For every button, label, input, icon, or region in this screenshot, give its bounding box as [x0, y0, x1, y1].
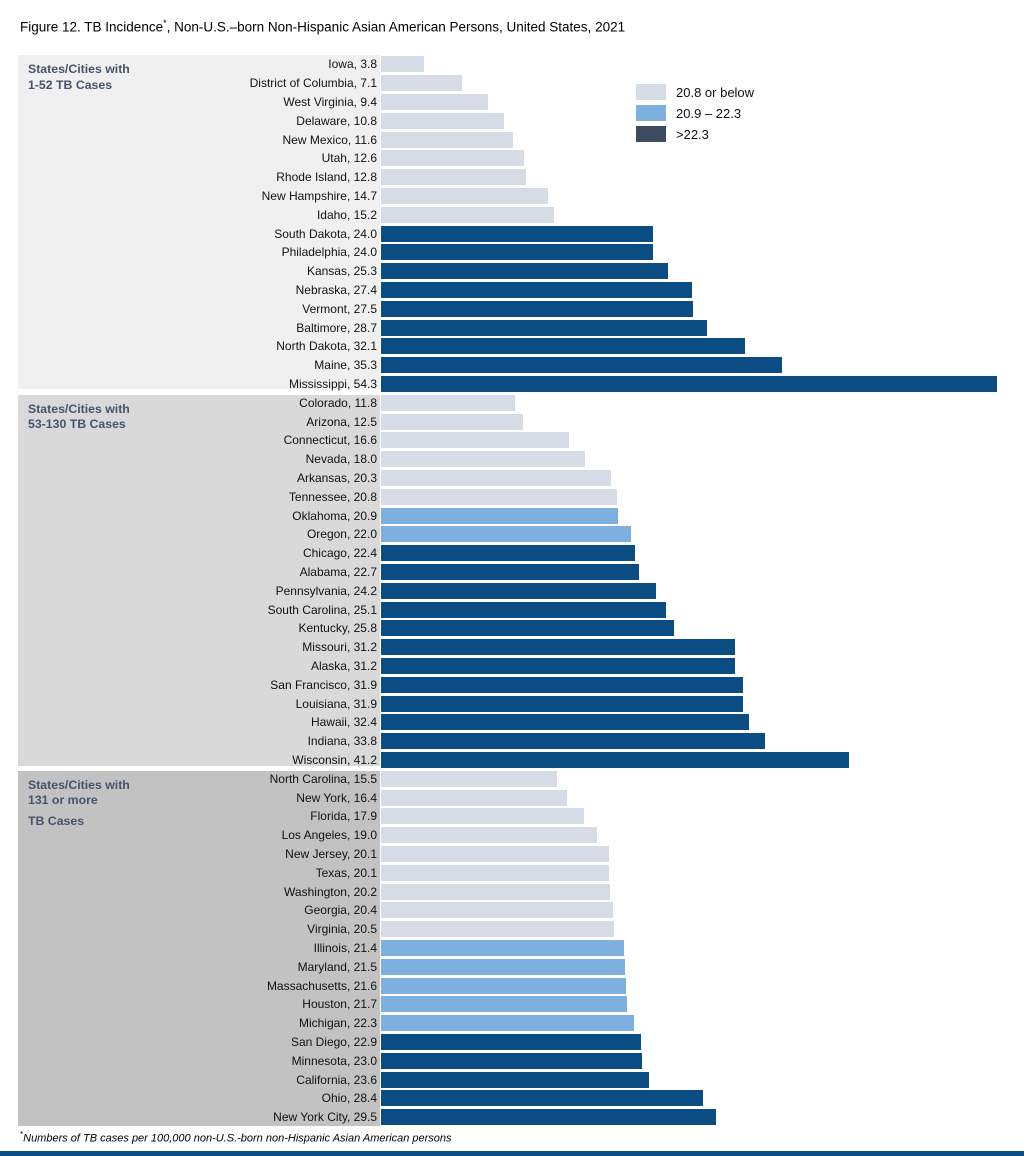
- legend-label: 20.9 – 22.3: [676, 105, 742, 121]
- bar-label: New York, 16.4: [296, 790, 377, 805]
- bar-label: Chicago, 22.4: [302, 546, 377, 561]
- bar: [381, 564, 639, 580]
- group-label-line: 1-52 TB Cases: [28, 77, 113, 92]
- bar: [381, 395, 515, 411]
- legend-swatch: [636, 126, 666, 142]
- bar-label: Tennessee, 20.8: [288, 489, 377, 504]
- bar: [381, 921, 614, 937]
- bar: [381, 602, 666, 618]
- bottom-border-strip: [0, 1151, 1024, 1156]
- bar-label: New Mexico, 11.6: [282, 132, 377, 147]
- bar: [381, 978, 626, 994]
- bar-label: Oregon, 22.0: [306, 527, 377, 542]
- bar-label: Georgia, 20.4: [304, 903, 377, 918]
- bar-label: Michigan, 22.3: [298, 1016, 377, 1031]
- title-text-suffix: , Non-U.S.–born Non-Hispanic Asian American Persons, United States, 2021: [166, 19, 626, 35]
- bar-label: Rhode Island, 12.8: [276, 170, 377, 185]
- bar: [381, 996, 627, 1012]
- footnote-text: Numbers of TB cases per 100,000 non-U.S.-born non-Hispanic Asian American persons: [23, 1132, 452, 1145]
- bar-label: Missouri, 31.2: [302, 640, 377, 655]
- legend-label: >22.3: [676, 126, 709, 142]
- legend-swatch: [636, 84, 666, 100]
- bar: [381, 282, 692, 298]
- bar: [381, 75, 462, 91]
- bar: [381, 244, 653, 260]
- bar: [381, 940, 624, 956]
- title-text: Figure 12. TB Incidence: [20, 19, 164, 35]
- bar-label: Utah, 12.6: [321, 151, 377, 166]
- bar: [381, 1053, 642, 1069]
- bar-label: Texas, 20.1: [315, 865, 377, 880]
- bar-label: Maine, 35.3: [314, 358, 377, 373]
- bar-label: District of Columbia, 7.1: [249, 76, 377, 91]
- legend-item: [636, 84, 754, 100]
- bar: [381, 338, 745, 354]
- bar: [381, 733, 765, 749]
- group-label-line: States/Cities with: [28, 62, 130, 76]
- bar: [381, 188, 548, 204]
- bar-label: Minnesota, 23.0: [291, 1053, 377, 1068]
- bar: [381, 583, 656, 599]
- legend-item: [636, 126, 754, 142]
- bar: [381, 1072, 649, 1088]
- bar-label: South Dakota, 24.0: [274, 226, 377, 241]
- bar: [381, 207, 554, 223]
- bar-label: West Virginia, 9.4: [283, 95, 377, 109]
- bar: [381, 545, 635, 561]
- group-label-line: 53-130 TB Cases: [28, 417, 126, 432]
- bar-label: Wisconsin, 41.2: [292, 753, 377, 767]
- group-label-line: 131 or more: [28, 793, 98, 808]
- bar-label: Florida, 17.9: [310, 809, 377, 824]
- bar: [381, 301, 693, 317]
- bar-label: Louisiana, 31.9: [295, 696, 377, 711]
- bar-label: Alabama, 22.7: [299, 565, 377, 579]
- bar-label: New York City, 29.5: [273, 1110, 377, 1125]
- bar-label: Nebraska, 27.4: [295, 283, 377, 297]
- bar-label: North Carolina, 15.5: [269, 771, 377, 786]
- bar-label: Los Angeles, 19.0: [281, 828, 377, 843]
- bar: [381, 827, 597, 843]
- bar-label: San Diego, 22.9: [290, 1035, 377, 1049]
- bar-label: Massachusetts, 21.6: [266, 978, 377, 993]
- bar-label: Arizona, 12.5: [306, 414, 377, 429]
- bar-label: Idaho, 15.2: [316, 207, 377, 222]
- bar: [381, 1109, 716, 1125]
- bar: [381, 620, 674, 636]
- bar-label: California, 23.6: [296, 1072, 377, 1087]
- bar-label: Pennsylvania, 24.2: [275, 583, 377, 598]
- title-footnote-marker: *: [163, 18, 167, 28]
- bar-label: Maryland, 21.5: [297, 959, 377, 974]
- bar-label: North Dakota, 32.1: [276, 339, 377, 354]
- legend-label: 20.8 or below: [676, 84, 755, 100]
- bar: [381, 790, 567, 806]
- bar-label: Illinois, 21.4: [313, 941, 377, 955]
- bar: [381, 1034, 641, 1050]
- bar: [381, 132, 513, 148]
- bar: [381, 226, 653, 242]
- legend: [636, 84, 754, 147]
- bar-label: Washington, 20.2: [284, 884, 377, 899]
- bar-label: Vermont, 27.5: [302, 301, 377, 316]
- bar-label: Nevada, 18.0: [305, 452, 377, 467]
- bar-label: New Hampshire, 14.7: [261, 189, 377, 203]
- bar: [381, 1090, 703, 1106]
- bar-label: New Jersey, 20.1: [285, 847, 377, 861]
- bar: [381, 696, 743, 712]
- bar: [381, 489, 617, 505]
- bar-label: Colorado, 11.8: [299, 395, 377, 410]
- bar: [381, 376, 997, 392]
- legend-item: [636, 105, 754, 121]
- bar-label: Delaware, 10.8: [296, 113, 377, 128]
- bar: [381, 677, 743, 693]
- bar-label: Kentucky, 25.8: [298, 621, 377, 636]
- bar: [381, 1015, 634, 1031]
- bar: [381, 526, 631, 542]
- bar: [381, 263, 668, 279]
- bar: [381, 658, 735, 674]
- bar: [381, 320, 707, 336]
- legend-swatch: [636, 105, 666, 121]
- bar-label: Connecticut, 16.6: [283, 433, 377, 448]
- bar-label: Iowa, 3.8: [328, 57, 377, 72]
- footnote: [20, 1130, 452, 1145]
- group-label-line: TB Cases: [28, 813, 85, 828]
- bar: [381, 884, 610, 900]
- bar: [381, 94, 488, 110]
- bar-label: Alaska, 31.2: [310, 659, 377, 673]
- bar-label: Houston, 21.7: [302, 997, 377, 1012]
- bar-label: South Carolina, 25.1: [267, 602, 377, 617]
- bar-label: Philadelphia, 24.0: [281, 245, 377, 260]
- bar: [381, 902, 613, 918]
- bar: [381, 451, 585, 467]
- bar-label: Indiana, 33.8: [307, 734, 377, 749]
- bar-label: Virginia, 20.5: [307, 922, 377, 937]
- group-label-line: States/Cities with: [28, 401, 130, 416]
- bar: [381, 508, 618, 524]
- bar: [381, 752, 849, 768]
- bar: [381, 414, 523, 430]
- bar-label: Arkansas, 20.3: [296, 471, 377, 485]
- bar: [381, 639, 735, 655]
- bar-label: Oklahoma, 20.9: [292, 508, 377, 523]
- bar: [381, 865, 609, 881]
- bar: [381, 150, 524, 166]
- bar: [381, 113, 504, 129]
- bar: [381, 808, 584, 824]
- bar-label: Ohio, 28.4: [321, 1091, 377, 1106]
- bar: [381, 357, 782, 373]
- footnote-marker: *: [20, 1130, 24, 1139]
- bar-label: San Francisco, 31.9: [270, 677, 377, 692]
- bar: [381, 846, 609, 862]
- bar: [381, 169, 526, 185]
- bar-label: Mississippi, 54.3: [288, 377, 377, 391]
- bar: [381, 56, 424, 72]
- bar: [381, 771, 557, 787]
- group-label-line: States/Cities with: [28, 777, 130, 792]
- bar: [381, 714, 749, 730]
- bar: [381, 959, 625, 975]
- bar: [381, 470, 611, 486]
- bar-label: Kansas, 25.3: [306, 264, 377, 279]
- bar: [381, 432, 569, 448]
- bar-label: Hawaii, 32.4: [310, 715, 377, 730]
- bar-label: Baltimore, 28.7: [296, 320, 377, 335]
